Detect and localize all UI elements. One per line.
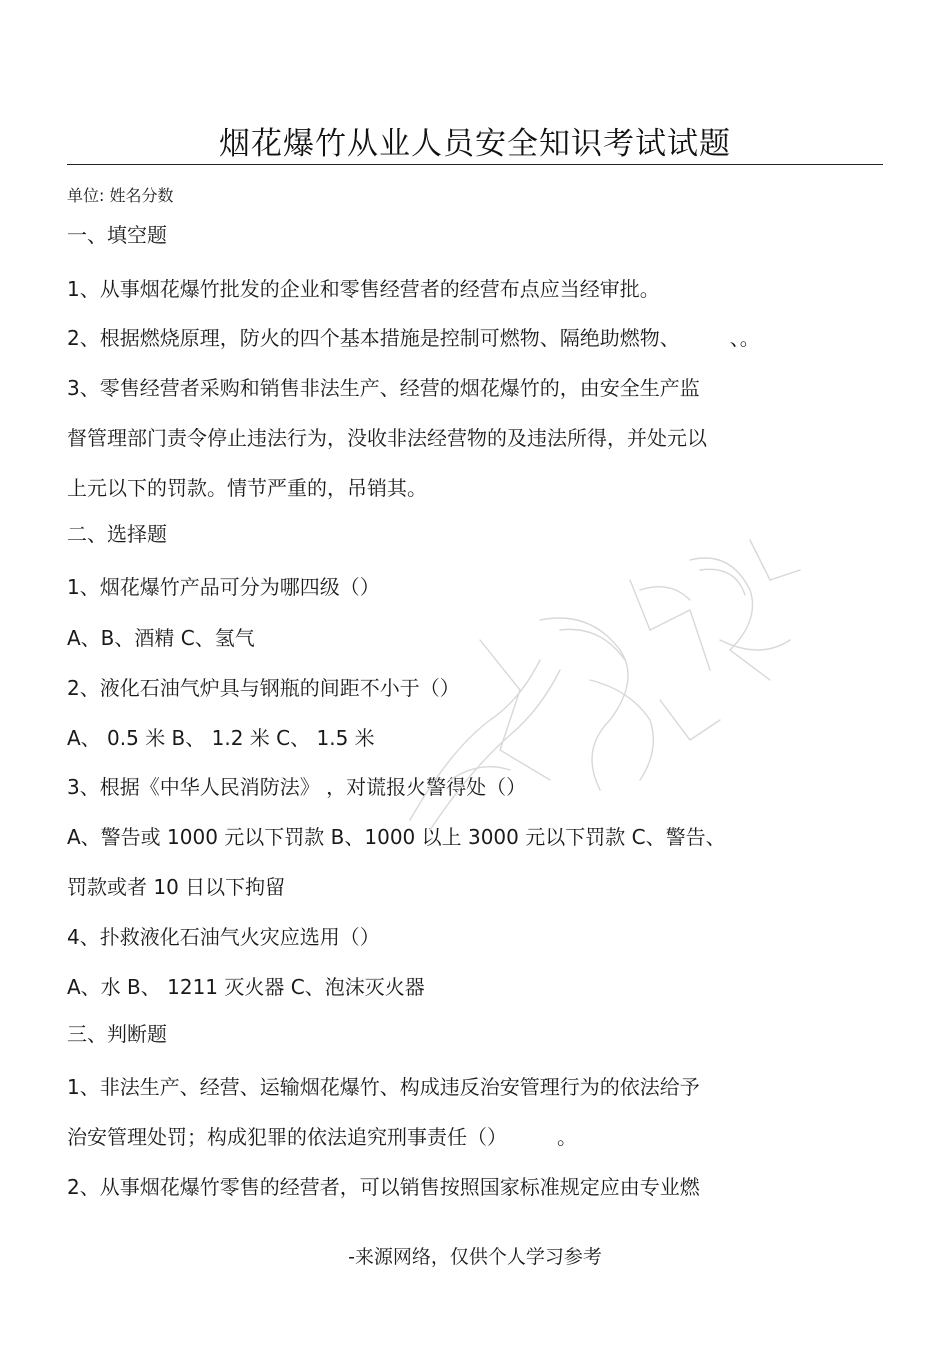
choice-question-2-options: A、 0.5 米 B、 1.2 米 C、 1.5 米 xyxy=(67,726,375,750)
fill-blank-question-3-line-1: 3、零售经营者采购和销售非法生产、经营的烟花爆竹的，由安全生产监 xyxy=(67,376,700,400)
choice-question-3: 3、根据《中华人民消防法》 ，对谎报火警得处（） xyxy=(67,775,527,799)
section-heading-multiple-choice: 二、选择题 xyxy=(67,522,167,546)
choice-question-2: 2、液化石油气炉具与钢瓶的间距不小于（） xyxy=(67,676,460,700)
choice-question-1-options: A、B、酒精 C、氢气 xyxy=(67,626,255,650)
choice-question-1: 1、烟花爆竹产品可分为哪四级（） xyxy=(67,575,380,599)
section-heading-fill-blank: 一、填空题 xyxy=(67,223,167,247)
fill-blank-question-1: 1、从事烟花爆竹批发的企业和零售经营者的经营布点应当经审批。 xyxy=(67,277,660,301)
choice-question-4-options: A、水 B、 1211 灭火器 C、泡沫灭火器 xyxy=(67,975,425,999)
title-divider xyxy=(67,164,883,165)
true-false-question-1-line-2: 治安管理处罚；构成犯罪的依法追究刑事责任（） 。 xyxy=(67,1125,577,1149)
choice-question-4: 4、扑救液化石油气火灾应选用（） xyxy=(67,925,380,949)
header-fields-line: 单位: 姓名分数 xyxy=(67,186,174,205)
document-title: 烟花爆竹从业人员安全知识考试试题 xyxy=(219,126,731,162)
fill-blank-question-3-line-3: 上元以下的罚款。情节严重的，吊销其。 xyxy=(67,476,427,500)
fill-blank-question-3-line-2: 督管理部门责令停止违法行为，没收非法经营物的及违法所得，并处元以 xyxy=(67,426,707,450)
true-false-question-2-line-1: 2、从事烟花爆竹零售的经营者，可以销售按照国家标准规定应由专业燃 xyxy=(67,1175,700,1199)
true-false-question-1-line-1: 1、非法生产、经营、运输烟花爆竹、构成违反治安管理行为的依法给予 xyxy=(67,1075,700,1099)
choice-question-3-options-line-1: A、警告或 1000 元以下罚款 B、1000 以上 3000 元以下罚款 C、警告、 xyxy=(67,825,726,849)
section-heading-true-false: 三、判断题 xyxy=(67,1022,167,1046)
footer-note: -来源网络，仅供个人学习参考 xyxy=(348,1246,602,1268)
choice-question-3-options-line-2: 罚款或者 10 日以下拘留 xyxy=(67,875,286,899)
fill-blank-question-2: 2、根据燃烧原理，防火的四个基本措施是控制可燃物、隔绝助燃物、 、。 xyxy=(67,326,760,350)
